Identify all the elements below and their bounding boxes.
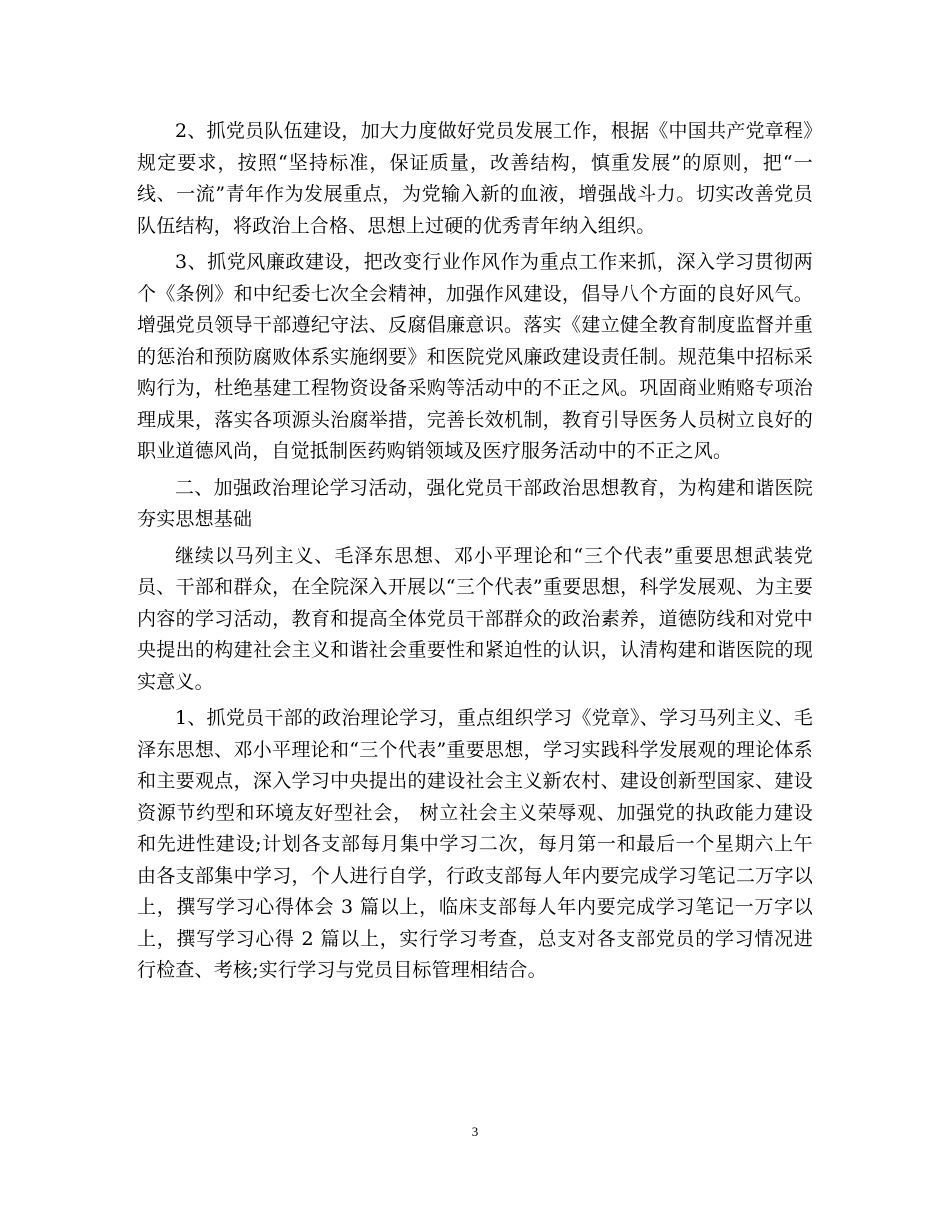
document-body — [137, 116, 813, 992]
page-number: 3 — [471, 1124, 479, 1139]
paragraph-party-member-development: 2、抓党员队伍建设，加大力度做好党员发展工作，根据《中国共产党章程》规定要求，按照“坚持标准，保证质量，改善结构，慎重发展”的原则，把“一线、一流”青年作为发展重点，为党输入新的血液，增强战斗力。切实改善党员队伍结构，将政治上合格、思想上过硬的优秀青年纳入组织。 — [137, 120, 813, 237]
paragraph-clean-governance: 3、抓党风廉政建设，把改变行业作风作为重点工作来抓，深入学习贯彻两个《条例》和中纪委七次全会精神，加强作风建设，倡导八个方面的良好风气。增强党员领导干部遵纪守法、反腐倡廉意识。落实《建立健全教育制度监督并重的惩治和预防腐败体系实施纲要》和医院党风廉政建设责任制。规范集中招标采购行为，杜绝基建工程物资设备采购等活动中的不正之风。巩固商业贿赂专项治理成果，落实各项源头治腐举措，完善长效机制，教育引导医务人员树立良好的职业道德风尚，自觉抵制医药购销领域及医疗服务活动中的不正之风。 — [137, 251, 813, 462]
paragraph-theory-study-plan: 1、抓党员干部的政治理论学习，重点组织学习《党章》、学习马列主义、毛泽东思想、邓小平理论和“三个代表”重要思想，学习实践科学发展观的理论体系和主要观点，深入学习中央提出的建设社会主义新农村、建设创新型国家、建设资源节约型和环境友好型社会， 树立社会主义荣辱观、加强党的执政能力建设和先进性建设;计划各支部每月集中学习二次，每月第一和最后一个星期六上午由各支部集中学习，个人进行自学，行政支部每人年内要完成学习笔记二万字以上，撰写学习心得体会 3 篇以上，临床支部每人年内要完成学习笔记一万字以上，撰写学习心得 2 篇以上，实行学习考查，总支对各支部党员的学习情况进行检查、考核;实行学习与党员目标管理相结合。 — [137, 707, 813, 981]
section-heading-political-theory: 二、加强政治理论学习活动，强化党员干部政治思想教育，为构建和谐医院夯实思想基础 — [137, 476, 813, 530]
paragraph-continue-study: 继续以马列主义、毛泽东思想、邓小平理论和“三个代表”重要思想武装党员、干部和群众，在全院深入开展以“三个代表”重要思想，科学发展观、为主要内容的学习活动，教育和提高全体党员干部群众的政治素养，道德防线和对党中央提出的构建社会主义和谐社会重要性和紧迫性的认识，认清构建和谐医院的现实意义。 — [137, 544, 813, 693]
